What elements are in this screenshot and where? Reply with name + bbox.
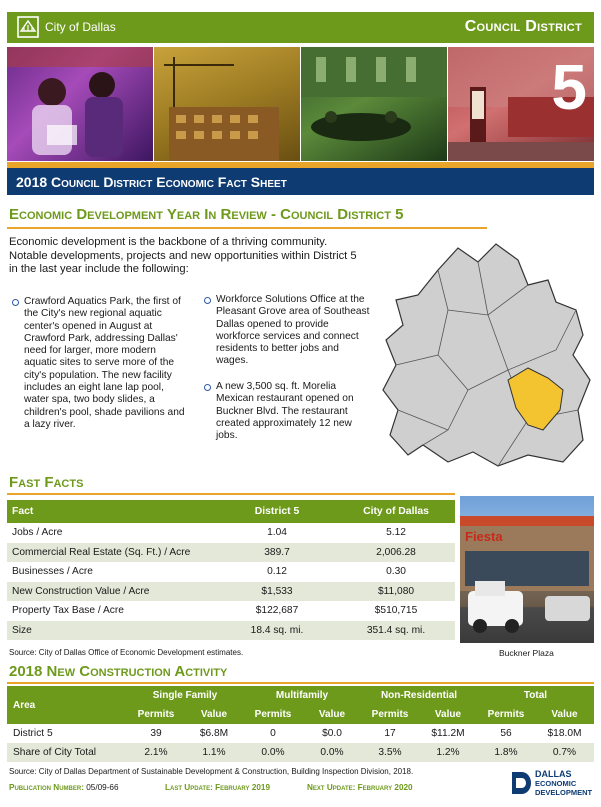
- col-permits: Permits: [127, 705, 185, 724]
- district-map: [378, 240, 598, 470]
- city-outline: [383, 244, 590, 466]
- fast-facts-heading: Fast Facts: [9, 474, 84, 491]
- col-permits: Permits: [477, 705, 535, 724]
- cell: 1.8%: [477, 743, 535, 762]
- office-illustration: [301, 47, 447, 161]
- district-number: 5: [551, 51, 587, 123]
- readers-illustration: [7, 47, 153, 161]
- bullet-icon: [12, 299, 19, 306]
- cell: 389.7: [217, 543, 337, 563]
- pub-value: 05/09-66: [86, 783, 119, 792]
- cell: Property Tax Base / Acre: [12, 605, 124, 617]
- group-non-residential: Non-Residential: [361, 686, 477, 705]
- table-row: [7, 543, 455, 563]
- col-value: Value: [185, 705, 243, 724]
- construction-source: Source: City of Dallas Department of Sustainable Development & Construction, Building Inspection Division, 2018.: [9, 767, 414, 776]
- construction-table: [7, 686, 594, 762]
- construction-divider: [7, 682, 594, 684]
- cell: Jobs / Acre: [12, 527, 63, 539]
- dallas-ed-logo: [510, 768, 594, 802]
- table-row: [7, 562, 455, 582]
- logo-top: DALLAS: [535, 769, 572, 779]
- cell: 0.0%: [303, 743, 361, 762]
- banner-title: 2018 Council District Economic Fact Sheet: [16, 174, 287, 190]
- cell: Businesses / Acre: [12, 566, 93, 578]
- fast-facts-source: Source: City of Dallas Office of Economic Development estimates.: [9, 648, 244, 657]
- table-row: [7, 743, 594, 762]
- cell: 1.2%: [419, 743, 477, 762]
- footer-publication: [9, 783, 119, 792]
- cell: District 5: [13, 728, 53, 739]
- construction-heading: 2018 New Construction Activity: [9, 663, 228, 680]
- bullet-text: Workforce Solutions Office at the Pleasant Grove area of Southeast Dallas opened to provide workforce services and connect residents to better jobs and wages.: [216, 294, 370, 367]
- col-value: Value: [303, 705, 361, 724]
- header-title: Council District: [464, 18, 582, 35]
- footer-last-update: [165, 783, 270, 792]
- cell: $122,687: [255, 605, 299, 617]
- cell: New Construction Value / Acre: [7, 582, 217, 602]
- review-divider: [7, 227, 487, 229]
- header-bar: [7, 12, 594, 43]
- table-header: [7, 686, 594, 705]
- group-multifamily: Multifamily: [243, 686, 361, 705]
- store-sign: Fiesta: [465, 529, 503, 544]
- table-row: [7, 523, 455, 543]
- col-area: Area: [7, 686, 127, 724]
- cell: Share of City Total: [7, 743, 127, 762]
- fast-facts-divider: [7, 493, 455, 495]
- next-label: Next Update:: [307, 783, 356, 792]
- cell: 56: [500, 728, 512, 739]
- table-header: [7, 500, 455, 523]
- city-name: City of Dallas: [45, 20, 116, 34]
- cell: 0.0%: [243, 743, 303, 762]
- col-value: Value: [419, 705, 477, 724]
- table-row: [7, 601, 455, 621]
- col-city: City of Dallas: [337, 500, 455, 523]
- pub-label: Publication Number:: [9, 783, 84, 792]
- cell: $0.0: [322, 728, 342, 739]
- bullet-icon: [204, 297, 211, 304]
- table-row: [7, 621, 455, 641]
- logo-text: [535, 770, 592, 797]
- cell: 18.4 sq. mi.: [217, 621, 337, 641]
- cell: 2.1%: [127, 743, 185, 762]
- review-heading: Economic Development Year In Review - Council District 5: [9, 206, 404, 223]
- cell: 39: [150, 728, 162, 739]
- list-item: [216, 381, 371, 442]
- cell: 1.04: [267, 527, 287, 539]
- cell: $510,715: [374, 605, 418, 617]
- fast-facts-table: [7, 500, 455, 640]
- cell: 2,006.28: [337, 543, 455, 563]
- photo-caption: Buckner Plaza: [499, 648, 554, 658]
- cell: 0.7%: [535, 743, 594, 762]
- cell: 17: [384, 728, 396, 739]
- col-district: District 5: [217, 500, 337, 523]
- col-fact: Fact: [7, 500, 217, 523]
- col-permits: Permits: [361, 705, 419, 724]
- cell: Commercial Real Estate (Sq. Ft.) / Acre: [7, 543, 217, 563]
- col-permits: Permits: [243, 705, 303, 724]
- photo-office: [301, 47, 447, 161]
- logo-mid: ECONOMIC: [535, 779, 577, 788]
- footer-next-update: [307, 783, 413, 792]
- list-item: [216, 294, 371, 368]
- last-value: February 2019: [215, 783, 271, 792]
- bullet-icon: [204, 384, 211, 391]
- cell: 0: [270, 728, 276, 739]
- list-item: [24, 296, 190, 431]
- review-intro: Economic development is the backbone of a thriving community. Notable developments, projects and new opportunities within District 5 in the last year include the following:: [9, 236, 357, 275]
- plaza-illustration: [460, 496, 594, 643]
- construction-illustration: [154, 47, 300, 161]
- cell: 351.4 sq. mi.: [337, 621, 455, 641]
- group-single-family: Single Family: [127, 686, 243, 705]
- cell: $6.8M: [199, 728, 229, 739]
- table-row: [7, 724, 594, 743]
- cell: $11.2M: [431, 728, 465, 739]
- photo-readers: [7, 47, 153, 161]
- city-logo-icon: [17, 16, 39, 38]
- cell: $18.0M: [547, 728, 582, 739]
- cell: 5.12: [386, 527, 406, 539]
- cell: $1,533: [217, 582, 337, 602]
- ed-logo-icon: [510, 770, 532, 796]
- group-total: Total: [477, 686, 594, 705]
- cell: 0.12: [267, 566, 287, 578]
- cell: 1.1%: [185, 743, 243, 762]
- bullet-text: Crawford Aquatics Park, the first of the City's new regional aquatic center's opened in August at Crawford Park, addressing Dallas' need for larger, more modern aquatic sites to serve more of the city's population. The new facility includes an eight lane lap pool, water spa, two body slides, a children's pool, shade pavilions and a lazy river.: [24, 296, 185, 430]
- cell: 0.30: [386, 566, 406, 578]
- bullet-text: A new 3,500 sq. ft. Morelia Mexican restaurant opened on Buckner Blvd. The restaurant created approximately 12 new jobs.: [216, 381, 354, 442]
- logo-bot: DEVELOPMENT: [535, 788, 593, 797]
- next-value: February 2020: [357, 783, 413, 792]
- last-label: Last Update:: [165, 783, 213, 792]
- cell: 3.5%: [361, 743, 419, 762]
- cell: Size: [7, 621, 217, 641]
- photo-buckner-plaza: [460, 496, 594, 643]
- cell: $11,080: [337, 582, 455, 602]
- col-value: Value: [535, 705, 594, 724]
- table-row: [7, 582, 455, 602]
- photo-construction: [154, 47, 300, 161]
